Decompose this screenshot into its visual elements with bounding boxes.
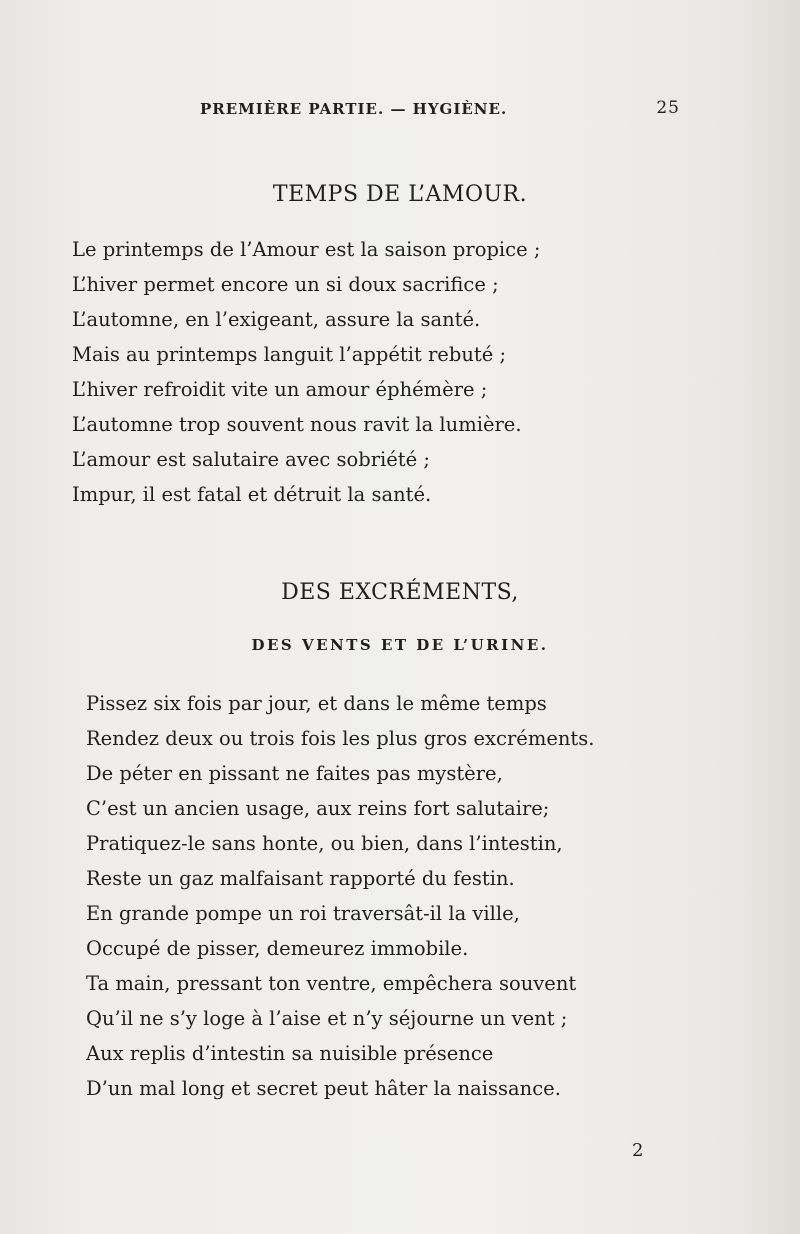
verse-line: L’amour est salutaire avec sobriété ; — [72, 448, 430, 471]
signature-mark: 2 — [632, 1140, 644, 1161]
verse-line: L’automne trop souvent nous ravit la lumière. — [72, 413, 522, 436]
section-title-excrements: DES EXCRÉMENTS, — [281, 580, 519, 605]
section-subtitle: DES VENTS ET DE L’URINE. — [251, 636, 549, 654]
verse-line: Occupé de pisser, demeurez immobile. — [86, 937, 469, 960]
verse-line: D’un mal long et secret peut hâter la naissance. — [86, 1077, 561, 1100]
verse-block-excrements — [86, 686, 594, 1106]
verse-line: Aux replis d’intestin sa nuisible présence — [86, 1042, 494, 1065]
verse-line: Qu’il ne s’y loge à l’aise et n’y séjourne un vent ; — [86, 1007, 568, 1030]
verse-line: L’hiver permet encore un si doux sacrifice ; — [72, 273, 499, 296]
verse-line: Impur, il est fatal et détruit la santé. — [72, 483, 432, 506]
section-title-temps-amour: TEMPS DE L’AMOUR. — [272, 182, 528, 207]
verse-line: En grande pompe un roi traversât-il la ville, — [86, 902, 520, 925]
verse-line: Reste un gaz malfaisant rapporté du festin. — [86, 867, 515, 890]
verse-line: Le printemps de l’Amour est la saison propice ; — [72, 238, 541, 261]
verse-line: Ta main, pressant ton ventre, empêchera souvent — [86, 972, 577, 995]
verse-line: C’est un ancien usage, aux reins fort salutaire; — [86, 797, 550, 820]
verse-line: Rendez deux ou trois fois les plus gros excréments. — [86, 727, 595, 750]
verse-line: Pratiquez-le sans honte, ou bien, dans l’intestin, — [86, 832, 563, 855]
verse-block-temps-amour — [72, 232, 540, 512]
page-number: 25 — [656, 98, 680, 118]
verse-line: L’hiver refroidit vite un amour éphémère ; — [72, 378, 488, 401]
verse-line: Pissez six fois par jour, et dans le même temps — [86, 692, 547, 715]
verse-line: Mais au printemps languit l’appétit rebuté ; — [72, 343, 507, 366]
running-title: PREMIÈRE PARTIE. — HYGIÈNE. — [200, 100, 508, 118]
verse-line: L’automne, en l’exigeant, assure la santé. — [72, 308, 481, 331]
verse-line: De péter en pissant ne faites pas mystère, — [86, 762, 503, 785]
